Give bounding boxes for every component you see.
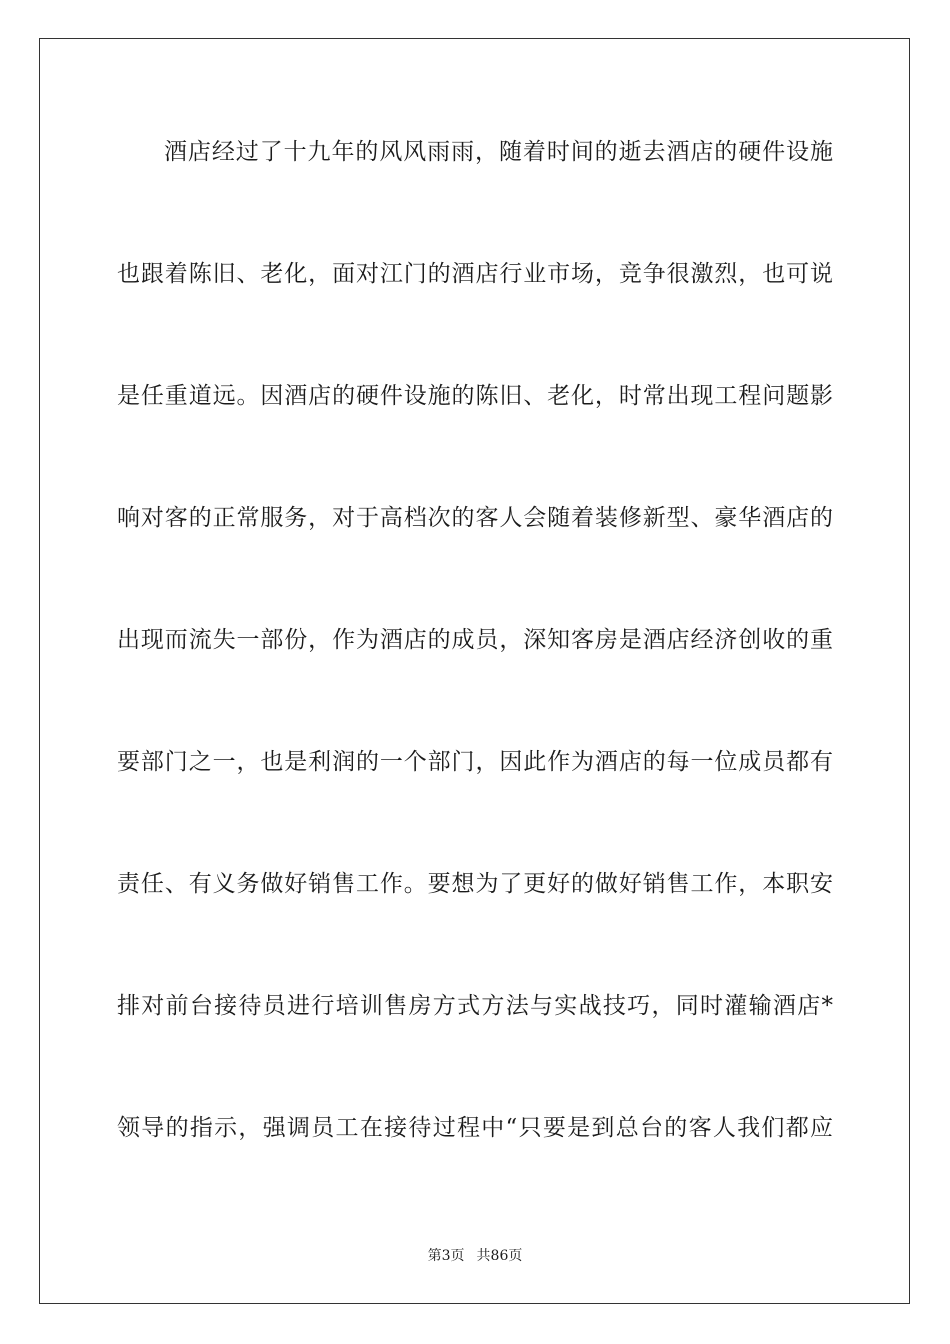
page-footer (0, 1247, 950, 1265)
paragraph-line: 也跟着陈旧、老化，面对江门的酒店行业市场，竞争很激烈，也可说 (117, 261, 833, 287)
paragraph-line: 响对客的正常服务，对于高档次的客人会随着装修新型、豪华酒店的 (117, 505, 833, 531)
paragraph-line: 酒店经过了十九年的风风雨雨，随着时间的逝去酒店的硬件设施 (164, 139, 833, 165)
page-number: 第3页 (427, 1248, 465, 1264)
paragraph-line: 是任重道远。因酒店的硬件设施的陈旧、老化，时常出现工程问题影 (117, 383, 833, 409)
paragraph-line: 排对前台接待员进行培训售房方式方法与实战技巧，同时灌输酒店* (117, 993, 833, 1019)
total-pages: 共86页 (476, 1248, 523, 1264)
paragraph-line: 出现而流失一部份，作为酒店的成员，深知客房是酒店经济创收的重 (117, 627, 833, 653)
paragraph-line: 要部门之一，也是利润的一个部门，因此作为酒店的每一位成员都有 (117, 749, 833, 775)
paragraph-line: 责任、有义务做好销售工作。要想为了更好的做好销售工作，本职安 (117, 871, 833, 897)
paragraph-line: 领导的指示，强调员工在接待过程中“只要是到总台的客人我们都应 (117, 1115, 833, 1141)
